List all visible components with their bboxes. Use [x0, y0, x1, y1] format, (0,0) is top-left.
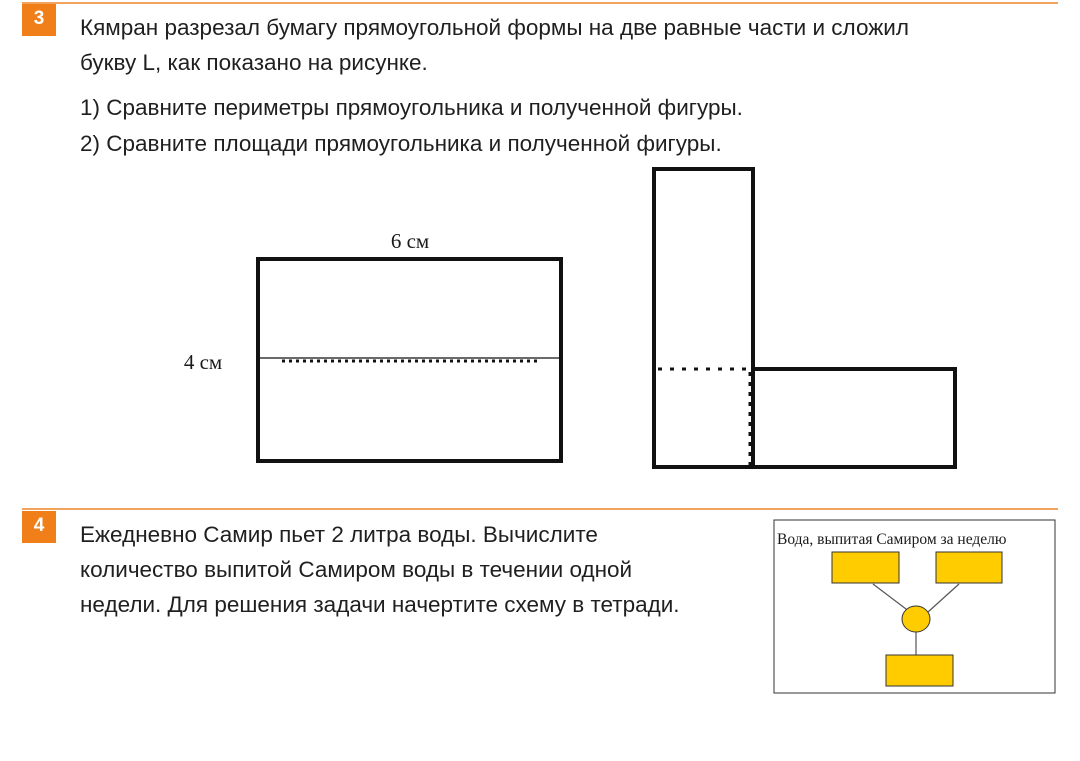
task-4-text-line-1: Ежедневно Самир пьет 2 литра воды. Вычислите	[80, 522, 598, 547]
height-label: 4 см	[183, 350, 223, 374]
task-3-text-line-2: букву L, как показано на рисунке.	[80, 50, 428, 75]
task-4-text-line-3: недели. Для решения задачи начертите схему в тетради.	[80, 592, 680, 617]
task-3-badge: 3	[22, 4, 56, 36]
scheme-box-left	[832, 552, 899, 583]
width-label: 6 см	[390, 229, 430, 253]
scheme-circle	[902, 606, 930, 632]
question-1-text: Сравните периметры прямоугольника и полученной фигуры.	[106, 95, 743, 120]
l-shape-vertical-part	[654, 169, 753, 467]
question-1-number: 1)	[80, 95, 101, 120]
l-shape-horizontal-part	[753, 369, 955, 467]
task-3-text-line-1: Кямран разрезал бумагу прямоугольной формы на две равные части и сложил	[80, 15, 909, 40]
middle-divider	[22, 508, 1058, 510]
scheme-box-bottom	[886, 655, 953, 686]
question-2-number: 2)	[80, 131, 101, 156]
water-scheme	[773, 519, 1057, 694]
task-4-text-line-2: количество выпитой Самиром воды в течении одной	[80, 557, 633, 582]
task-4-badge: 4	[22, 511, 56, 543]
scheme-title: Вода, выпитая Самиром за неделю	[777, 531, 1007, 548]
question-2-text: Сравните площади прямоугольника и полученной фигуры.	[106, 131, 722, 156]
scheme-box-right	[936, 552, 1002, 583]
